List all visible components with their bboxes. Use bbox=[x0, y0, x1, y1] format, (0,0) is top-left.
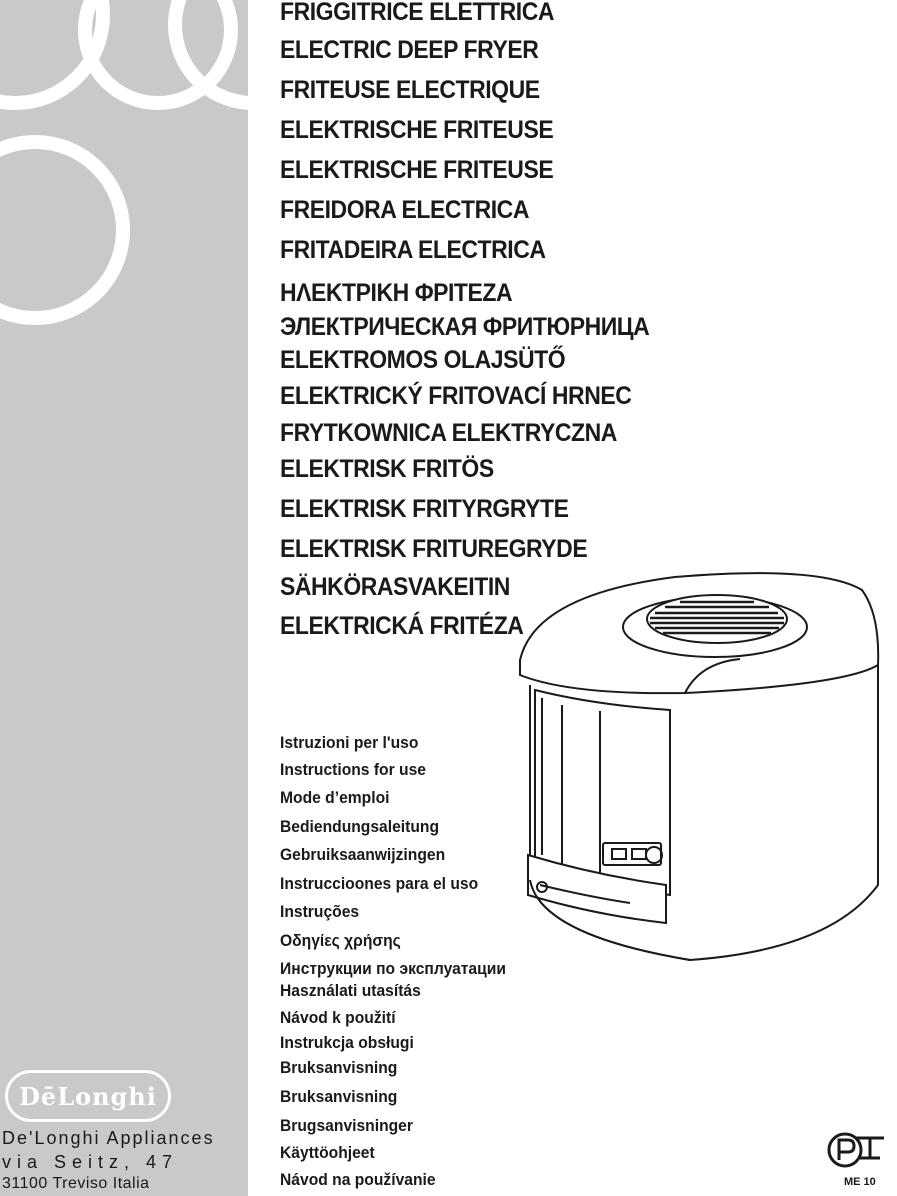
product-title: ELEKTRICKÝ FRITOVACÍ HRNEC bbox=[280, 382, 632, 410]
instruction-title: Bruksanvisning bbox=[280, 1058, 398, 1077]
instruction-title: Istruzioni per l'uso bbox=[280, 733, 419, 752]
address-line-3: 31100 Treviso Italia bbox=[2, 1175, 150, 1192]
product-title: ELEKTRICKÁ FRITÉZA bbox=[280, 612, 524, 640]
certification-code: ME 10 bbox=[844, 1176, 876, 1188]
instruction-title: Käyttöohjeet bbox=[280, 1143, 375, 1162]
product-title: ELEKTRISK FRITYRGRYTE bbox=[280, 495, 569, 523]
instruction-title: Οδηγίες χρήσης bbox=[280, 931, 401, 950]
instruction-title: Brugsanvisninger bbox=[280, 1116, 413, 1135]
product-title: ΗΛΕΚΤΡΙΚΗ ΦΡΙΤΕΖΑ bbox=[280, 279, 513, 307]
instruction-title: Návod k použití bbox=[280, 1008, 396, 1027]
instruction-title: Инструкции по эксплуатации bbox=[280, 959, 506, 978]
product-title: FRYTKOWNICA ELEKTRYCZNA bbox=[280, 419, 617, 447]
product-title: ЭЛЕКТРИЧЕСКАЯ ФРИТЮРНИЦА bbox=[280, 313, 650, 341]
instruction-title: Instructions for use bbox=[280, 760, 426, 779]
brand-logo-text: DēLonghi bbox=[19, 1081, 157, 1111]
product-title: ELEKTRISCHE FRITEUSE bbox=[280, 116, 554, 144]
instruction-title: Gebruiksaanwijzingen bbox=[280, 845, 446, 864]
product-title: FREIDORA ELECTRICA bbox=[280, 196, 529, 224]
instruction-title: Bediendungsaleitung bbox=[280, 817, 440, 836]
product-title: ELEKTRISCHE FRITEUSE bbox=[280, 156, 554, 184]
address-line-1: De'Longhi Appliances bbox=[2, 1128, 215, 1148]
instruction-title: Instruções bbox=[280, 902, 360, 921]
instruction-title: Návod na používanie bbox=[280, 1170, 436, 1189]
instruction-title: Instrukcja obsługi bbox=[280, 1033, 414, 1052]
product-title: FRITEUSE ELECTRIQUE bbox=[280, 76, 540, 104]
decorative-sidebar bbox=[0, 0, 248, 1196]
instruction-title: Bruksanvisning bbox=[280, 1087, 398, 1106]
deep-fryer-illustration bbox=[500, 555, 895, 985]
circle-icon bbox=[0, 135, 130, 325]
instruction-title: Használati utasítás bbox=[280, 981, 421, 1000]
product-title: ELECTRIC DEEP FRYER bbox=[280, 36, 539, 64]
address-line-2: via Seitz, 47 bbox=[2, 1152, 179, 1172]
brand-logo bbox=[5, 1070, 171, 1122]
product-title: ELEKTRISK FRITUREGRYDE bbox=[280, 535, 588, 563]
product-title: FRITADEIRA ELECTRICA bbox=[280, 236, 546, 264]
product-title: ELEKTRISK FRITÖS bbox=[280, 455, 494, 483]
product-title: ELEKTROMOS OLAJSÜTŐ bbox=[280, 346, 566, 374]
product-title: SÄHKÖRASVAKEITIN bbox=[280, 573, 510, 601]
instruction-title: Mode d’emploi bbox=[280, 788, 390, 807]
product-title: FRIGGITRICE ELETTRICA bbox=[280, 0, 555, 26]
instruction-title: Instruccioones para el uso bbox=[280, 874, 479, 893]
